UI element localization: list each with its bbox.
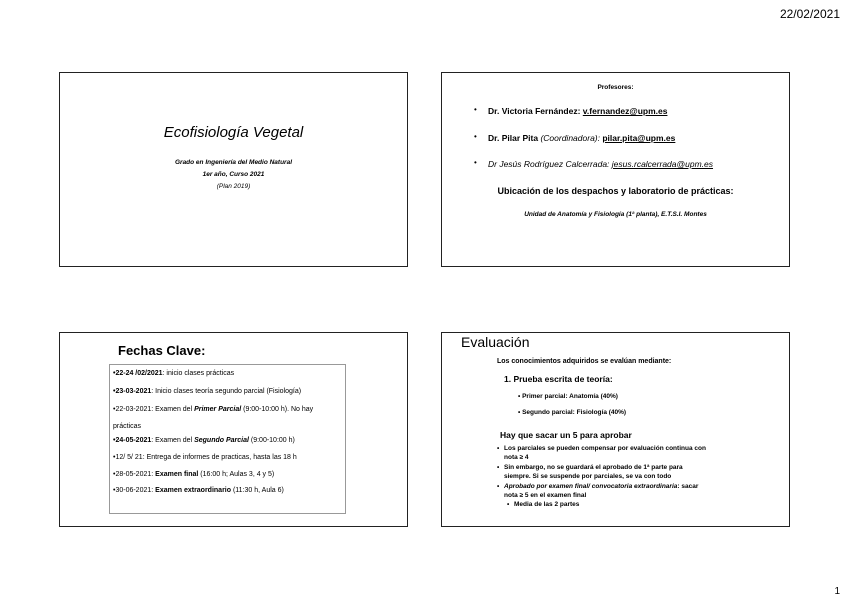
bullet-icon: • (497, 445, 500, 452)
written-test-heading: 1. Prueba escrita de teoría: (504, 374, 613, 384)
page-number: 1 (834, 586, 840, 597)
date-line: •22-03-2021: Examen del Primer Parcial (9:00-10:00 h). No hay (113, 406, 314, 413)
course-year: 1er año, Curso 2021 (202, 171, 265, 178)
slide-title (59, 72, 408, 267)
date-line: •22-24 /02/2021: inicio clases prácticas (113, 370, 235, 377)
professor-email[interactable]: v.fernandez@upm.es (582, 106, 668, 116)
date-line: •28-05-2021: Examen final (16:00 h; Aulas 3, 4 y 5) (113, 471, 275, 478)
bullet-icon: • (497, 483, 500, 490)
slide-key-dates (59, 332, 408, 527)
professor-email[interactable]: pilar.pita@upm.es (602, 133, 676, 143)
evaluation-intro: Los conocimientos adquiridos se evalúan mediante: (497, 358, 672, 365)
rule-item: • Sin embargo, no se guardará el aprobado de 1ª parte para (497, 464, 683, 471)
page-date: 22/02/2021 (779, 7, 840, 21)
date-line: •23-03-2021: Inicio clases teoría segundo parcial (Fisiología) (113, 388, 302, 395)
pass-rule: Hay que sacar un 5 para aprobar (500, 430, 632, 440)
rule-item: • Aprobado por examen final/ convocatoria extraordinaria: sacar (497, 483, 699, 490)
rule-item: • Los parciales se pueden compensar por evaluación continua con (497, 445, 706, 452)
professor-item (474, 158, 714, 169)
part-item: • Segundo parcial: Fisiología (40%) (518, 409, 627, 416)
course-title: Ecofisiología Vegetal (163, 124, 304, 141)
date-line: •30-06-2021: Examen extraordinario (11:30 h, Aula 6) (113, 487, 284, 494)
professor-item (474, 105, 668, 116)
slide-professors (441, 72, 790, 267)
bullet-icon: • (474, 132, 477, 141)
professors-heading: Profesores: (597, 84, 634, 91)
date-line: •24-05-2021: Examen del Segundo Parcial (9:00-10:00 h) (113, 437, 295, 444)
professor-name: Dr. Pilar Pita (488, 133, 541, 143)
bullet-icon: • (474, 105, 477, 114)
slide-evaluation (441, 332, 790, 527)
bullet-icon: • (507, 501, 510, 508)
unit-location: Unidad de Anatomía y Fisiología (1ª planta), E.T.S.I. Montes (524, 211, 707, 218)
professor-name: Dr Jesús Rodríguez Calcerrada: (488, 159, 612, 169)
date-line: prácticas (113, 423, 142, 430)
degree-name: Grado en Ingeniería del Medio Natural (174, 159, 293, 166)
rule-item-cont: nota ≥ 5 en el examen final (504, 492, 587, 499)
key-dates-title: Fechas Clave: (118, 343, 206, 358)
professor-email[interactable]: jesus.rcalcerrada@upm.es (611, 159, 714, 169)
professor-role: (Coordinadora): (540, 133, 603, 143)
bullet-icon: • (497, 464, 500, 471)
rule-subitem: • Media de las 2 partes (507, 501, 580, 508)
plan-label: (Plan 2019) (216, 183, 251, 190)
rule-item-cont: nota ≥ 4 (504, 454, 529, 461)
bullet-icon: • (474, 158, 477, 167)
evaluation-title: Evaluación (461, 334, 530, 350)
location-heading: Ubicación de los despachos y laboratorio de prácticas: (497, 186, 734, 196)
professor-name: Dr. Victoria Fernández: (488, 106, 583, 116)
professor-item (474, 132, 676, 143)
rule-item-cont: siempre. Si se suspende por parciales, se va con todo (504, 473, 672, 480)
date-line: •12/ 5/ 21: Entrega de informes de practicas, hasta las 18 h (113, 454, 297, 461)
part-item: • Primer parcial: Anatomía (40%) (518, 393, 618, 400)
